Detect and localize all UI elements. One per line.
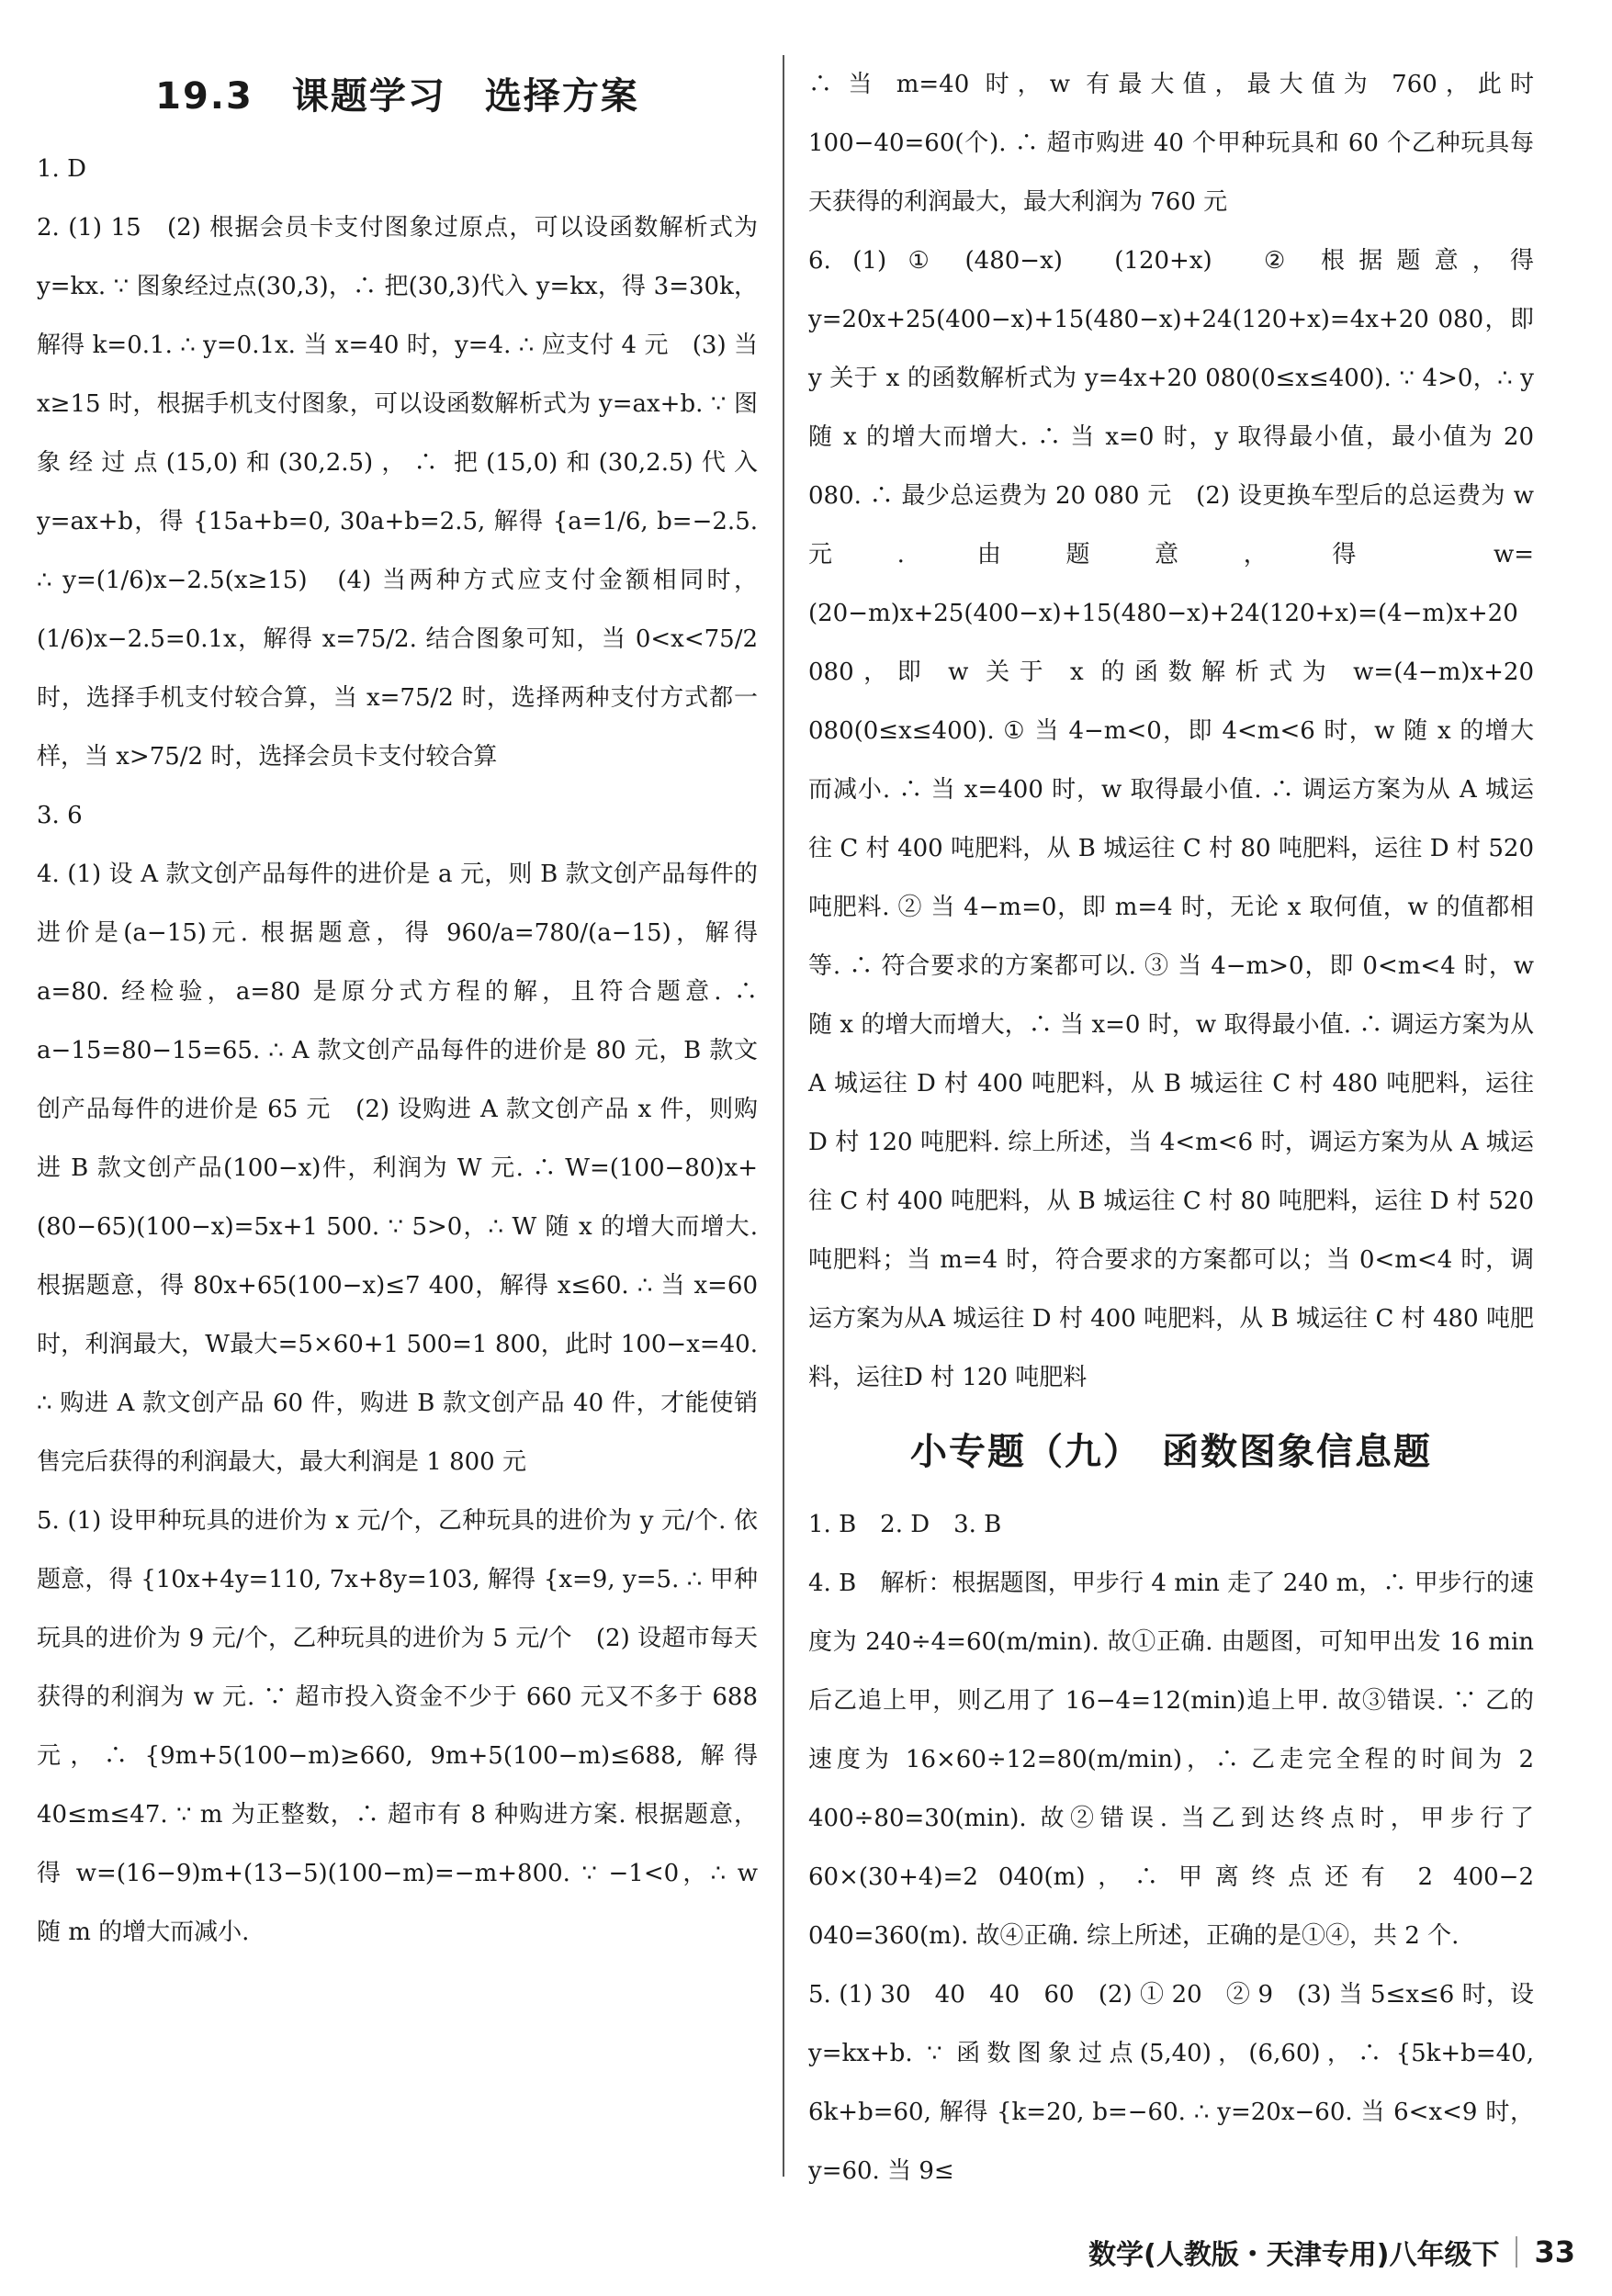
column-divider <box>783 55 784 2177</box>
right-column <box>808 55 1534 2195</box>
answer-item-6: 6. (1) ① (480−x) (120+x) ② 根据题意，得 y=20x+25(400−x)+15(480−x)+24(120+x)=4x+20 080，即 y 关于 x 的函数解析式为 y=4x+20 080(0≤x≤400). ∵ 4>0，∴ y 随 x 的增大而增大. ∴ 当 x=0 时，y 取得最小值，最小值为 20 080. ∴ 最少总运费为 20 080 元 (2) 设更换车型后的总运费为 w 元. 由题意，得 w=(20−m)x+25(400−x)+15(480−x)+24(120+x)=(4−m)x+20 080，即 w 关于 x 的函数解析式为 w=(4−m)x+20 080(0≤x≤400). ① 当 4−m<0，即 4<m<6 时，w 随 x 的增大而减小. ∴ 当 x=400 时，w 取得最小值. ∴ 调运方案为从 A 城运往 C 村 400 吨肥料，从 B 城运往 C 村 80 吨肥料，运往 D 村 520 吨肥料. ② 当 4−m=0，即 m=4 时，无论 x 取何值，w 的值都相等. ∴ 符合要求的方案都可以. ③ 当 4−m>0，即 0<m<4 时，w 随 x 的增大而增大，∴ 当 x=0 时，w 取得最小值. ∴ 调运方案为从 A 城运往 D 村 400 吨肥料，从 B 城运往 C 村 480 吨肥料，运往 D 村 120 吨肥料. 综上所述，当 4<m<6 时，调运方案为从 A 城运往 C 村 400 吨肥料，从 B 城运往 C 村 80 吨肥料，运往 D 村 520 吨肥料；当 m=4 时，符合要求的方案都可以；当 0<m<4 时，调运方案为从A 城运往 D 村 400 吨肥料，从 B 城运往 C 村 480 吨肥料，运往D 村 120 吨肥料 <box>808 247 1534 1391</box>
topic-answer-1-3: 1. B 2. D 3. B <box>808 1511 1002 1538</box>
left-column <box>37 64 758 2195</box>
footer-divider <box>1516 2236 1517 2268</box>
page-footer <box>1088 2224 1575 2279</box>
answer-item-3: 3. 6 <box>37 802 83 829</box>
answer-item-4: 4. (1) 设 A 款文创产品每件的进价是 a 元，则 B 款文创产品每件的进价是(a−15)元. 根据题意，得 960/a=780/(a−15)，解得 a=80. 经检验，a=80 是原分式方程的解，且符合题意. ∴ a−15=80−15=65. ∴ A 款文创产品每件的进价是 80 元，B 款文创产品每件的进价是 65 元 (2) 设购进 A 款文创产品 x 件，则购进 B 款文创产品(100−x)件，利润为 W 元. ∴ W=(100−80)x+(80−65)(100−x)=5x+1 500. ∵ 5>0，∴ W 随 x 的增大而增大. 根据题意，得 80x+65(100−x)≤7 400，解得 x≤60. ∴ 当 x=60 时，利润最大，W最大=5×60+1 500=1 800，此时 100−x=40. ∴ 购进 A 款文创产品 60 件，购进 B 款文创产品 40 件，才能使销售完后获得的利润最大，最大利润是 1 800 元 <box>37 861 758 1476</box>
answer-item-2: 2. (1) 15 (2) 根据会员卡支付图象过原点，可以设函数解析式为 y=kx. ∵ 图象经过点(30,3)，∴ 把(30,3)代入 y=kx，得 3=30k，解得 k=0.1. ∴ y=0.1x. 当 x=40 时，y=4. ∴ 应支付 4 元 (3) 当 x≥15 时，根据手机支付图象，可以设函数解析式为 y=ax+b. ∵ 图象经过点(15,0)和(30,2.5)，∴ 把(15,0)和(30,2.5)代入 y=ax+b，得 {15a+b=0, 30a+b=2.5, 解得 {a=1/6, b=−2.5. ∴ y=(1/6)x−2.5(x≥15) (4) 当两种方式应支付金额相同时，(1/6)x−2.5=0.1x，解得 x=75/2. 结合图象可知，当 0<x<75/2 时，选择手机支付较合算，当 x=75/2 时，选择两种支付方式都一样，当 x>75/2 时，选择会员卡支付较合算 <box>37 214 758 771</box>
page-number: 33 <box>1534 2234 1575 2269</box>
section-title-special-topic-9: 小专题（九） 函数图象信息题 <box>910 1431 1432 1473</box>
topic-answer-5: 5. (1) 30 40 40 60 (2) ① 20 ② 9 (3) 当 5≤x≤6 时，设 y=kx+b. ∵ 函数图象过点(5,40)，(6,60)，∴ {5k+b=40, 6k+b=60, 解得 {k=20, b=−60. ∴ y=20x−60. 当 6<x<9 时，y=60. 当 9≤ <box>808 1981 1534 2185</box>
answer-item-5: 5. (1) 设甲种玩具的进价为 x 元/个，乙种玩具的进价为 y 元/个. 依题意，得 {10x+4y=110, 7x+8y=103, 解得 {x=9, y=5. ∴ 甲种玩具的进价为 9 元/个，乙种玩具的进价为 5 元/个 (2) 设超市每天获得的利润为 w 元. ∵ 超市投入资金不少于 660 元又不多于 688 元，∴ {9m+5(100−m)≥660, 9m+5(100−m)≤688, 解得 40≤m≤47. ∵ m 为正整数，∴ 超市有 8 种购进方案. 根据题意，得 w=(16−9)m+(13−5)(100−m)=−m+800. ∵ −1<0，∴ w 随 m 的增大而减小. <box>37 1507 758 1946</box>
answer-item-5-continued: ∴ 当 m=40 时，w 有最大值，最大值为 760，此时 100−40=60(个). ∴ 超市购进 40 个甲种玩具和 60 个乙种玩具每天获得的利润最大，最大利润为 760 元 <box>808 71 1534 216</box>
answer-item-1: 1. D <box>37 155 86 183</box>
topic-answer-4: 4. B 解析：根据题图，甲步行 4 min 走了 240 m，∴ 甲步行的速度为 240÷4=60(m/min). 故①正确. 由题图，可知甲出发 16 min 后乙追上甲，则乙用了 16−4=12(min)追上甲. 故③错误. ∵ 乙的速度为 16×60÷12=80(m/min)，∴ 乙走完全程的时间为 2 400÷80=30(min). 故②错误. 当乙到达终点时，甲步行了 60×(30+4)=2 040(m)，∴ 甲离终点还有 2 400−2 040=360(m). 故④正确. 综上所述，正确的是①④，共 2 个. <box>808 1570 1534 1950</box>
book-title: 数学(人教版・天津专用)八年级下 <box>1088 2239 1500 2271</box>
section-title-19-3: 19.3 课题学习 选择方案 <box>155 75 639 118</box>
